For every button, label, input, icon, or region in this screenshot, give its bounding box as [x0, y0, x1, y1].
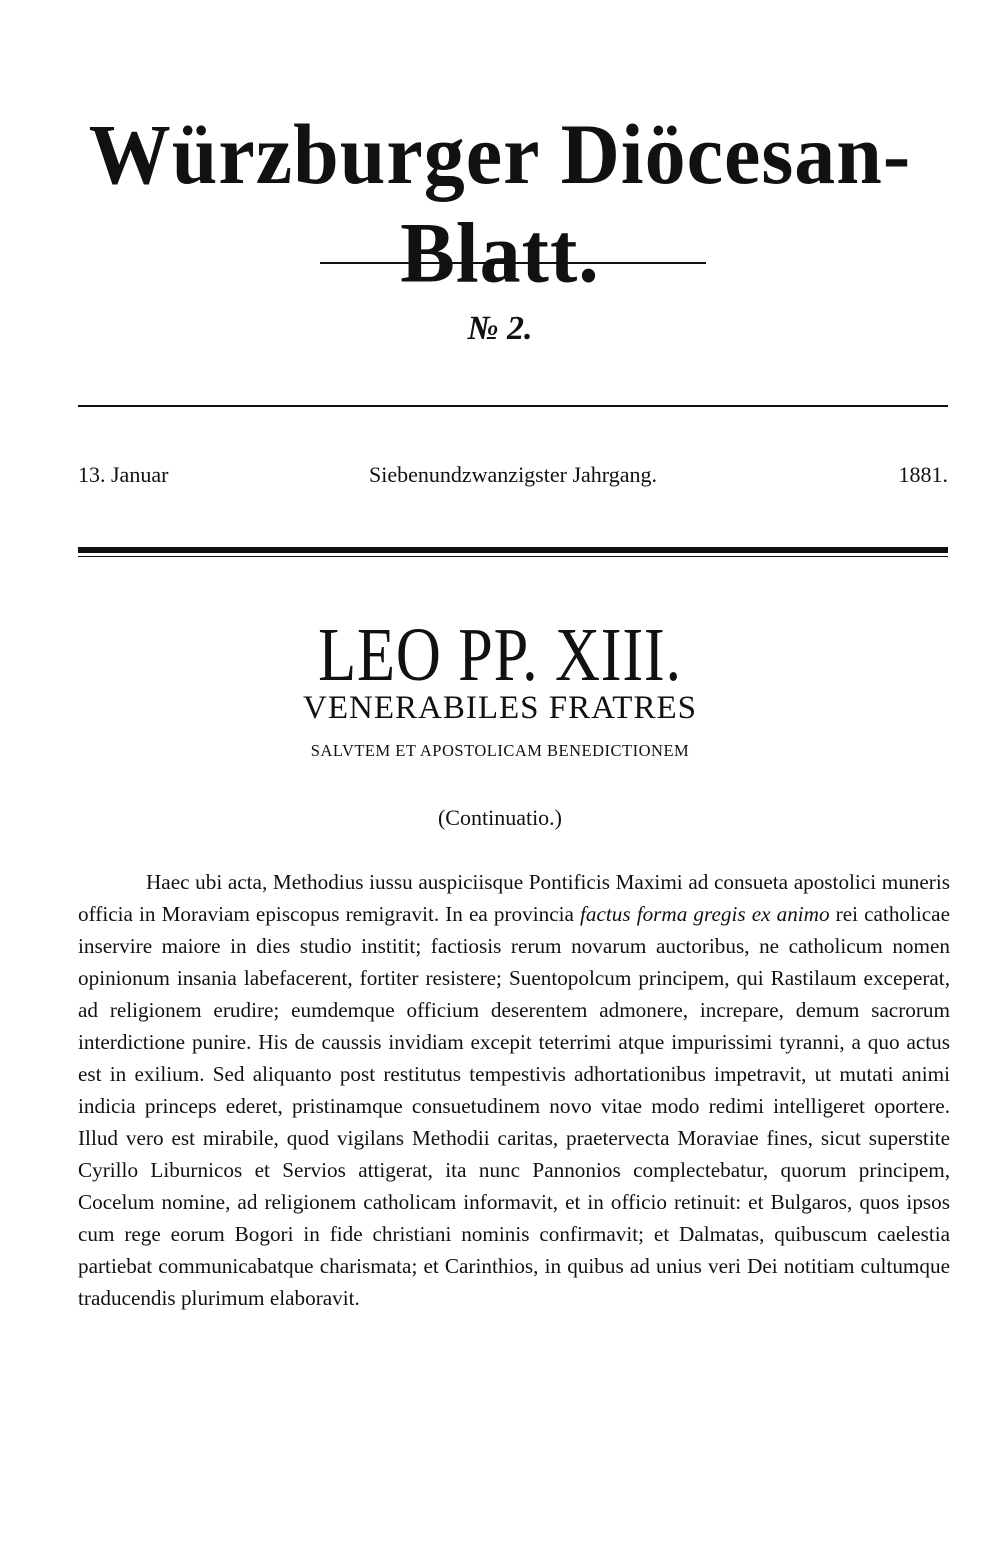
body-paragraph — [78, 866, 950, 1314]
volume-label: Siebenundzwanzigster Jahrgang. — [369, 462, 657, 487]
paragraph-text-end: rei catholicae inservire maiore in dies studio institit; factiosis rerum novarum auctoribus, ne catholicum nomen opinionum insania labefacerent, fortiter resistere; Suentopolcum principem, qui Rastilaum exceperat, ad religionem erudire; eumdemque officium deserentem admonere, increpare, demum sacrorum interdictione punire. His de caussis invidiam excepit teterrimi atque impurissimi tyranni, a quo actus est in exilium. Sed aliquanto post restitutus tempestivis adhortationibus impetravit, ut mutati animi indicia princeps ederet, pristinamque consuetudinem novo vitae modo redimi intelligeret oportere. Illud vero est mirabile, quod vigilans Methodii caritas, praetervecta Moraviae fines, sicut superstite Cyrillo Liburnicos et Servios attigerat, ita nunc Pannonios complectebatur, quorum principem, Cocelum nomine, ad religionem catholicam informavit, et in officio retinuit: et Bulgaros, quos ipsos cum rege eorum Bogori in fide christiani nominis confirmavit; et Dalmatas, quibuscum caelestia partiebat communicabatque charismata; et Carinthios, in quibus ad unius veri Dei notitiam cultumque traducendis plurimum elaboravit. — [78, 902, 950, 1310]
dateline — [78, 462, 948, 498]
issue-number: № 2. — [467, 310, 533, 347]
continuation-note: (Continuatio.) — [437, 805, 563, 830]
masthead-rule — [320, 262, 706, 264]
issue-date: 13. Januar — [78, 462, 169, 487]
dateline-bottom-rule — [78, 547, 948, 553]
issue-year: 1881. — [898, 462, 948, 487]
article-title: LEO PP. XIII. — [318, 613, 682, 697]
article-salutation: SALVTEM ET APOSTOLICAM BENEDICTIONEM — [310, 741, 690, 760]
paragraph-italic-quote: factus forma gregis ex animo — [580, 902, 830, 926]
dateline-bottom-thin-rule — [78, 556, 948, 557]
masthead-title: Würzburger Diöcesan-Blatt. — [88, 106, 912, 301]
article-addressee: VENERABILES FRATRES — [303, 690, 697, 726]
dateline-top-rule — [78, 405, 948, 407]
paragraph-text-start: Haec ubi acta, Methodius iussu auspiciisque Pontificis Maximi ad consueta apostolici muneris officia in Moraviam episcopus remigravit. In ea provincia — [78, 870, 950, 926]
